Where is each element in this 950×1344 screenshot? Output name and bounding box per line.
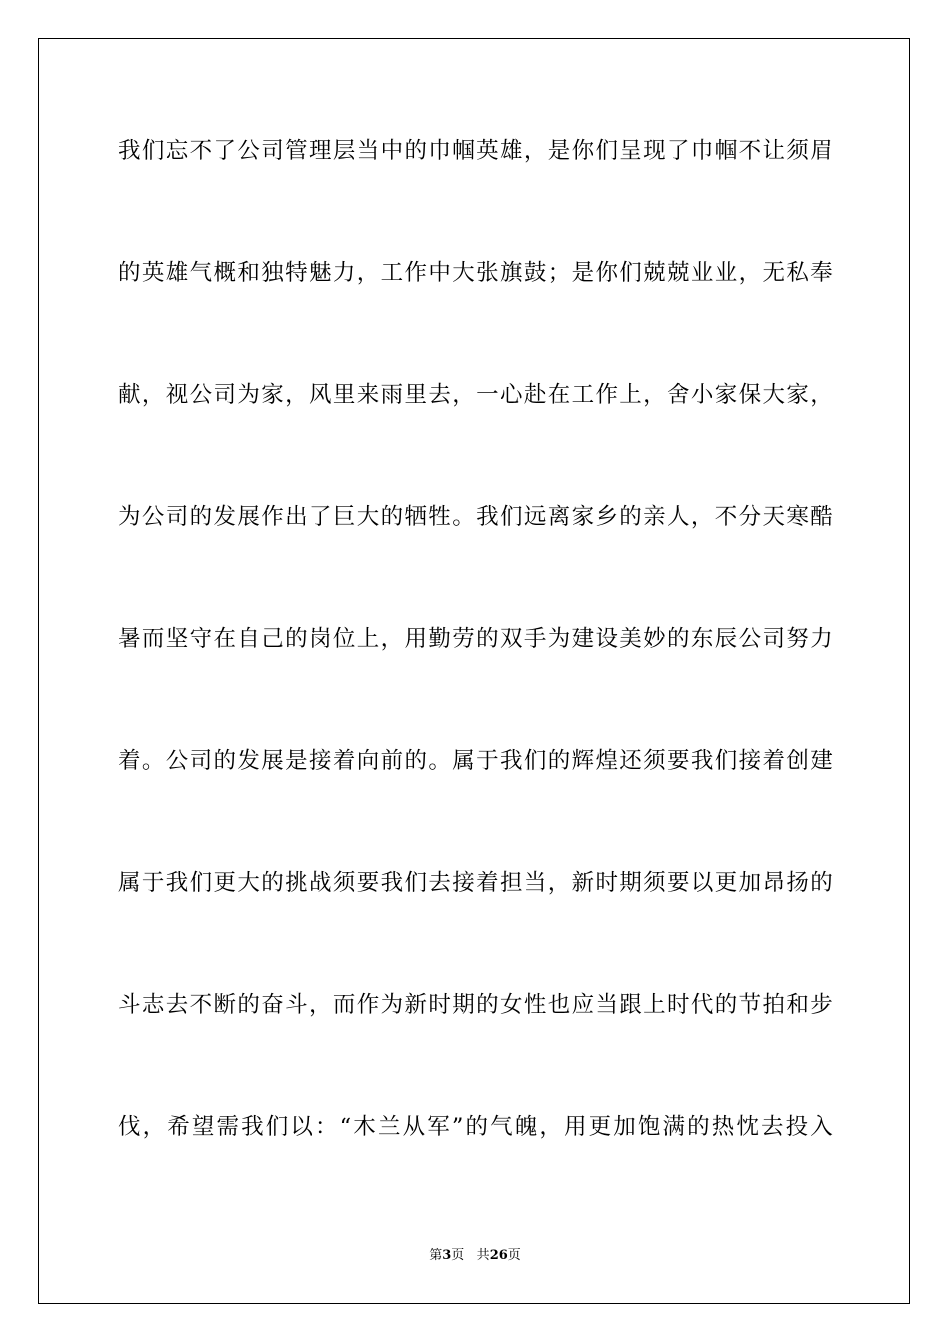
total-pages: 26: [489, 1248, 508, 1263]
text-line: 暑而坚守在自己的岗位上，用勤劳的双手为建设美妙的东辰公司努力: [118, 626, 834, 652]
text-line: 属于我们更大的挑战须要我们去接着担当，新时期须要以更加昂扬的: [118, 870, 834, 896]
text-line: 的英雄气概和独特魅力，工作中大张旗鼓；是你们兢兢业业，无私奉: [118, 260, 834, 286]
text-line: 我们忘不了公司管理层当中的巾帼英雄，是你们呈现了巾帼不让须眉: [118, 138, 834, 164]
page-suffix: 页: [451, 1248, 465, 1263]
text-line: 为公司的发展作出了巨大的牺牲。我们远离家乡的亲人，不分天寒酷: [118, 504, 834, 530]
total-suffix: 页: [507, 1248, 521, 1263]
text-line: 着。公司的发展是接着向前的。属于我们的辉煌还须要我们接着创建: [118, 748, 834, 774]
text-line: 斗志去不断的奋斗，而作为新时期的女性也应当跟上时代的节拍和步: [118, 992, 834, 1018]
text-line: 献，视公司为家，风里来雨里去，一心赴在工作上，舍小家保大家，: [118, 382, 834, 408]
page-prefix: 第: [429, 1248, 443, 1263]
text-line: 伐，希望需我们以：“木兰从军”的气魄，用更加饱满的热忱去投入: [118, 1114, 834, 1140]
page-footer: [0, 1247, 950, 1265]
total-prefix: 共: [476, 1248, 490, 1263]
page-number: 3: [442, 1248, 452, 1263]
